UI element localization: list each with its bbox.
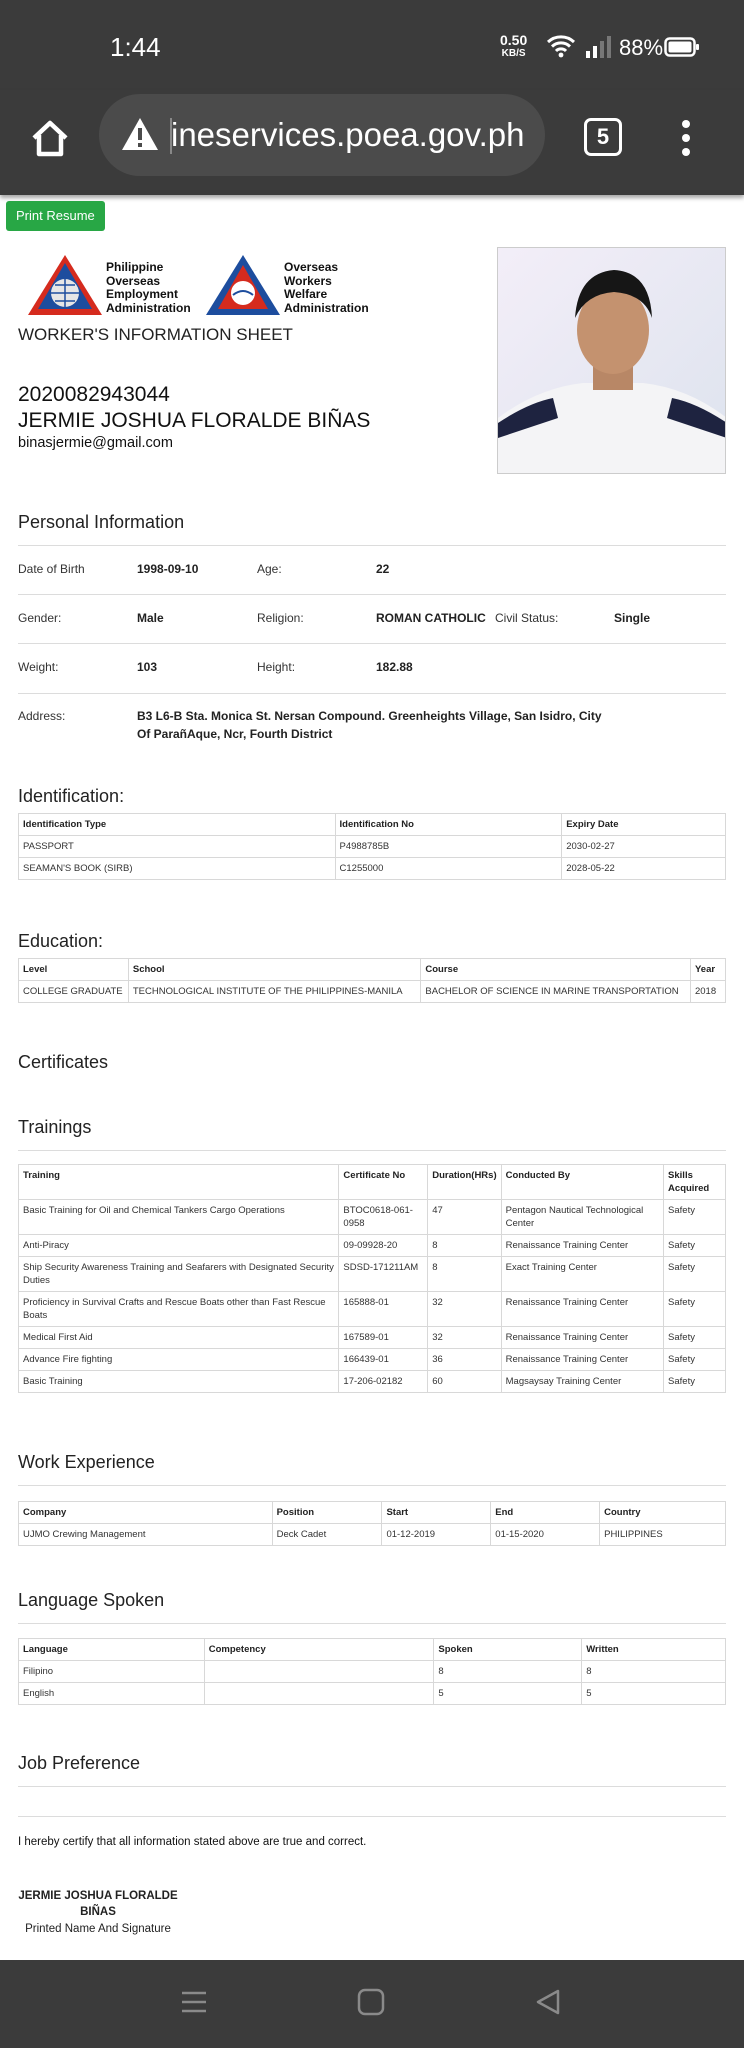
table-cell: 60 <box>428 1371 501 1393</box>
table-row <box>19 1683 726 1705</box>
trainings-table <box>18 1164 726 1393</box>
table-row <box>19 836 726 858</box>
worker-email: binasjermie@gmail.com <box>18 435 173 451</box>
table-header-row <box>19 1165 726 1200</box>
column-header: Training <box>19 1165 339 1200</box>
table-cell: PHILIPPINES <box>600 1524 726 1546</box>
table-cell: 09-09928-20 <box>339 1235 428 1257</box>
identification-title: Identification: <box>18 786 125 806</box>
table-row <box>19 1200 726 1235</box>
column-header: Level <box>19 959 129 981</box>
table-cell: Advance Fire fighting <box>19 1349 339 1371</box>
table-row <box>19 1257 726 1292</box>
back-icon[interactable] <box>534 1988 562 2021</box>
height-value: 182.88 <box>376 660 413 674</box>
table-cell: 32 <box>428 1327 501 1349</box>
worker-photo <box>497 247 726 474</box>
signal-icon <box>586 36 614 63</box>
status-time: 1:44 <box>110 32 161 62</box>
table-cell: SEAMAN'S BOOK (SIRB) <box>19 858 336 880</box>
table-cell: Renaissance Training Center <box>501 1349 663 1371</box>
table-cell: C1255000 <box>335 858 562 880</box>
divider <box>18 1816 726 1817</box>
battery-percent: 88% <box>619 35 664 60</box>
gender-value: Male <box>137 611 164 625</box>
column-header: Company <box>19 1502 273 1524</box>
table-cell: SDSD-171211AM <box>339 1257 428 1292</box>
column-header: Conducted By <box>501 1165 663 1200</box>
divider <box>18 1150 726 1151</box>
table-cell: 47 <box>428 1200 501 1235</box>
religion-label: Religion: <box>257 611 304 625</box>
column-header: Duration(HRs) <box>428 1165 501 1200</box>
more-vert-icon[interactable] <box>672 116 700 160</box>
identification-table <box>18 813 726 880</box>
column-header: Language <box>19 1639 205 1661</box>
divider <box>18 1485 726 1486</box>
worker-id: 2020082943044 <box>18 383 170 406</box>
work-experience-title: Work Experience <box>18 1452 155 1472</box>
status-bar <box>0 0 744 90</box>
table-cell: 2028-05-22 <box>562 858 726 880</box>
divider <box>18 545 726 546</box>
owwa-logo-text: Overseas Workers Welfare Administration <box>284 260 369 315</box>
table-cell: 8 <box>582 1661 726 1683</box>
table-cell: COLLEGE GRADUATE <box>19 981 129 1003</box>
table-cell: Safety <box>664 1235 726 1257</box>
owwa-logo <box>204 253 384 317</box>
poea-logo <box>26 253 201 317</box>
table-row <box>19 1292 726 1327</box>
table-row <box>19 858 726 880</box>
table-cell: Renaissance Training Center <box>501 1292 663 1327</box>
table-cell: 8 <box>428 1235 501 1257</box>
battery-icon <box>664 37 700 62</box>
print-resume-button[interactable]: Print Resume <box>6 201 105 231</box>
divider <box>18 1623 726 1624</box>
table-cell: Exact Training Center <box>501 1257 663 1292</box>
navigation-bar <box>0 1960 744 2048</box>
table-cell: Filipino <box>19 1661 205 1683</box>
network-speed-unit: KB/S <box>501 48 526 59</box>
table-cell: Pentagon Nautical Technological Center <box>501 1200 663 1235</box>
table-cell: 166439-01 <box>339 1349 428 1371</box>
table-cell: Safety <box>664 1200 726 1235</box>
table-cell: BTOC0618-061-0958 <box>339 1200 428 1235</box>
table-cell: Proficiency in Survival Crafts and Rescue Boats other than Fast Rescue Boats <box>19 1292 339 1327</box>
age-label: Age: <box>257 562 282 576</box>
network-speed <box>500 34 527 60</box>
page-content <box>0 195 744 1960</box>
education-title: Education: <box>18 931 104 951</box>
table-cell: 36 <box>428 1349 501 1371</box>
column-header: End <box>491 1502 600 1524</box>
column-header: Competency <box>204 1639 434 1661</box>
table-cell: English <box>19 1683 205 1705</box>
personal-info-title: Personal Information <box>18 512 185 532</box>
table-cell: 17-206-02182 <box>339 1371 428 1393</box>
divider <box>18 1786 726 1787</box>
table-cell: Safety <box>664 1257 726 1292</box>
table-cell: 8 <box>434 1661 582 1683</box>
worker-name: JERMIE JOSHUA FLORALDE BIÑAS <box>18 409 371 432</box>
column-header: School <box>128 959 421 981</box>
divider <box>18 643 726 644</box>
table-cell: 2030-02-27 <box>562 836 726 858</box>
column-header: Expiry Date <box>562 814 726 836</box>
table-row <box>19 1327 726 1349</box>
table-header-row <box>19 1502 726 1524</box>
table-cell: UJMO Crewing Management <box>19 1524 273 1546</box>
tab-switcher-button[interactable]: 5 <box>584 118 622 156</box>
dob-value: 1998-09-10 <box>137 562 199 576</box>
table-cell: 01-12-2019 <box>382 1524 491 1546</box>
dob-label: Date of Birth <box>18 562 85 576</box>
table-cell: 167589-01 <box>339 1327 428 1349</box>
table-cell: Anti-Piracy <box>19 1235 339 1257</box>
height-label: Height: <box>257 660 296 674</box>
address-bar[interactable] <box>99 94 545 176</box>
browser-toolbar <box>0 90 744 195</box>
table-cell: BACHELOR OF SCIENCE IN MARINE TRANSPORTATION <box>421 981 691 1003</box>
column-header: Identification No <box>335 814 562 836</box>
table-row <box>19 1235 726 1257</box>
table-cell: 5 <box>434 1683 582 1705</box>
table-cell: Deck Cadet <box>272 1524 382 1546</box>
column-header: Skills Acquired <box>664 1165 726 1200</box>
sheet-title: WORKER'S INFORMATION SHEET <box>18 325 293 344</box>
table-cell: Medical First Aid <box>19 1327 339 1349</box>
table-cell <box>204 1683 434 1705</box>
table-cell <box>204 1661 434 1683</box>
column-header: Start <box>382 1502 491 1524</box>
column-header: Country <box>600 1502 726 1524</box>
column-header: Position <box>272 1502 382 1524</box>
nav-home-icon[interactable] <box>357 1988 385 2021</box>
home-icon[interactable] <box>28 116 72 160</box>
column-header: Written <box>582 1639 726 1661</box>
gender-label: Gender: <box>18 611 62 625</box>
column-header: Course <box>421 959 691 981</box>
table-cell: 165888-01 <box>339 1292 428 1327</box>
table-row <box>19 1524 726 1546</box>
religion-value: ROMAN CATHOLIC <box>376 611 486 625</box>
table-cell: 32 <box>428 1292 501 1327</box>
weight-label: Weight: <box>18 660 59 674</box>
language-table <box>18 1638 726 1705</box>
table-row <box>19 1661 726 1683</box>
poea-logo-text: Philippine Overseas Employment Administration <box>106 260 191 315</box>
table-cell: Basic Training <box>19 1371 339 1393</box>
table-row <box>19 981 726 1003</box>
age-value: 22 <box>376 562 390 576</box>
table-cell: Safety <box>664 1371 726 1393</box>
column-header: Spoken <box>434 1639 582 1661</box>
column-header: Year <box>690 959 725 981</box>
table-cell: Renaissance Training Center <box>501 1235 663 1257</box>
column-header: Certificate No <box>339 1165 428 1200</box>
signature-name: JERMIE JOSHUA FLORALDE BIÑAS <box>18 1890 178 1918</box>
table-cell: Magsaysay Training Center <box>501 1371 663 1393</box>
table-row <box>19 1349 726 1371</box>
civil-status-label: Civil Status: <box>495 611 559 625</box>
table-cell: 01-15-2020 <box>491 1524 600 1546</box>
address-label: Address: <box>18 709 66 723</box>
language-title: Language Spoken <box>18 1590 165 1610</box>
address-value: B3 L6-B Sta. Monica St. Nersan Compound. Greenheights Village, San Isidro, City Of ParañAque, Ncr, Fourth District <box>137 709 602 741</box>
signature-label: Printed Name And Signature <box>25 1923 171 1935</box>
divider <box>18 693 726 694</box>
table-cell: 5 <box>582 1683 726 1705</box>
table-header-row <box>19 959 726 981</box>
table-cell: Safety <box>664 1349 726 1371</box>
table-cell: P4988785B <box>335 836 562 858</box>
table-cell: Basic Training for Oil and Chemical Tankers Cargo Operations <box>19 1200 339 1235</box>
warning-icon[interactable] <box>121 116 159 157</box>
table-cell: Ship Security Awareness Training and Seafarers with Designated Security Duties <box>19 1257 339 1292</box>
education-table <box>18 958 726 1003</box>
job-preference-title: Job Preference <box>18 1753 141 1773</box>
table-cell: TECHNOLOGICAL INSTITUTE OF THE PHILIPPINES-MANILA <box>128 981 421 1003</box>
weight-value: 103 <box>137 660 158 674</box>
url-text[interactable]: ineservices.poea.gov.ph <box>171 116 525 153</box>
work-experience-table <box>18 1501 726 1546</box>
table-cell: 2018 <box>690 981 725 1003</box>
trainings-title: Trainings <box>18 1117 92 1137</box>
wifi-icon <box>546 34 576 63</box>
certificates-title: Certificates <box>18 1052 109 1072</box>
divider <box>18 594 726 595</box>
table-header-row <box>19 814 726 836</box>
network-speed-value: 0.50 <box>500 32 528 48</box>
column-header: Identification Type <box>19 814 336 836</box>
table-cell: Renaissance Training Center <box>501 1327 663 1349</box>
certification-statement: I hereby certify that all information stated above are true and correct. <box>18 1836 367 1848</box>
table-cell: PASSPORT <box>19 836 336 858</box>
table-row <box>19 1371 726 1393</box>
table-cell: 8 <box>428 1257 501 1292</box>
table-cell: Safety <box>664 1327 726 1349</box>
table-cell: Safety <box>664 1292 726 1327</box>
table-header-row <box>19 1639 726 1661</box>
recents-icon[interactable] <box>180 1988 208 2021</box>
civil-status-value: Single <box>614 611 651 625</box>
